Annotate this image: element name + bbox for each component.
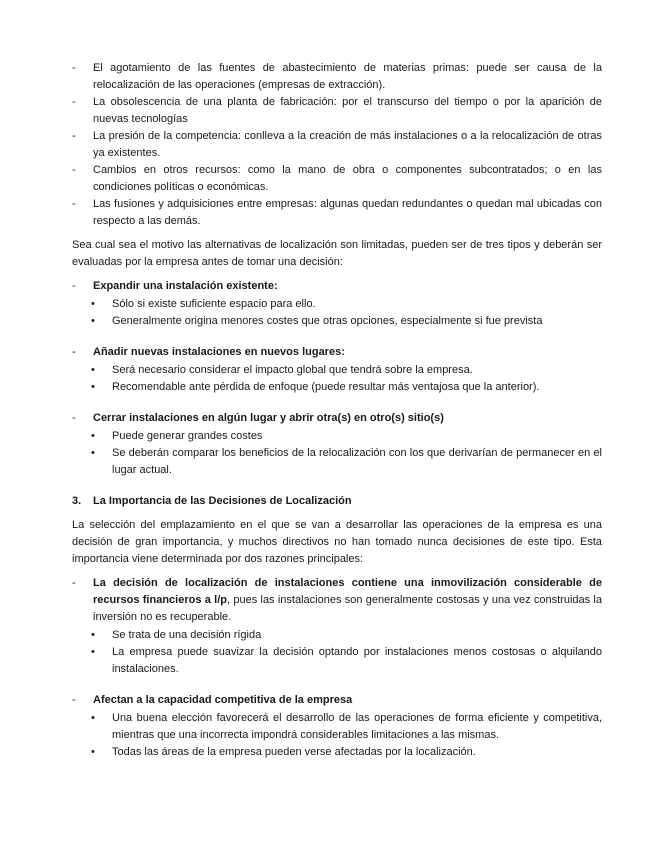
alternative-title: - Cerrar instalaciones en algún lugar y abrir otra(s) en otro(s) sitio(s) [72,410,602,427]
section-heading: 3. La Importancia de las Decisiones de Localización [72,495,352,507]
bullet-item: • Generalmente origina menores costes que otras opciones, especialmente si fue prevista [72,313,602,330]
bullet-item: • Una buena elección favorecerá el desarrollo de las operaciones de forma eficiente y competitiva, mientras que una incorrecta impondrá considerables limitaciones a las mismas. [72,710,602,744]
document-page [72,60,602,761]
importance-reason-1 [72,575,602,678]
section-paragraph: La selección del emplazamiento en el que se van a desarrollar las operaciones de la empresa es una decisión de gran importancia, y muchos directivos no han tomado nunca decisiones de este tipo. Esta importancia viene determinada por dos razones principales: [72,519,602,565]
alternative-title: - Expandir una instalación existente: [72,278,602,295]
list-item: - La decisión de localización de instalaciones contiene una inmovilización considerable de recursos financieros a l/p, pues las instalaciones son generalmente costosas y una vez construidas la inversión no es recuperable. [72,575,602,626]
bullet-item: • La empresa puede suavizar la decisión optando por instalaciones menos costosas o alquilando instalaciones. [72,644,602,678]
bullet-item: • Será necesario considerar el impacto global que tendrá sobre la empresa. [72,362,602,379]
importance-reason-2 [72,692,602,761]
bullet-item: • Todas las áreas de la empresa pueden verse afectadas por la localización. [72,744,602,761]
bullet-item: • Puede generar grandes costes [72,428,602,445]
alternative-expand [72,278,602,330]
bullet-item: • Se trata de una decisión rígida [72,627,602,644]
list-item: - Afectan a la capacidad competitiva de la empresa [72,692,602,709]
bullet-item: • Sólo si existe suficiente espacio para ello. [72,296,602,313]
list-item: - La presión de la competencia: conlleva a la creación de más instalaciones o a la relocalización de otras ya existentes. [72,128,602,162]
alternative-add [72,344,602,396]
list-item: - Las fusiones y adquisiciones entre empresas: algunas quedan redundantes o quedan mal ubicadas con respecto a las demás. [72,196,602,230]
list-item: - La obsolescencia de una planta de fabricación: por el transcurso del tiempo o por la aparición de nuevas tecnologías [72,94,602,128]
list-item: - Cambios en otros recursos: como la mano de obra o componentes subcontratados; o en las condiciones políticas o económicas. [72,162,602,196]
list-item: - El agotamiento de las fuentes de abastecimiento de materias primas: puede ser causa de la relocalización de las operaciones (empresas de extracción). [72,60,602,94]
bullet-item: • Se deberán comparar los beneficios de la relocalización con los que derivarían de permanecer en el lugar actual. [72,445,602,479]
intro-paragraph: Sea cual sea el motivo las alternativas de localización son limitadas, pueden ser de tres tipos y deberán ser evaluadas por la empresa antes de tomar una decisión: [72,239,602,268]
reasons-list [72,60,602,230]
alternative-close [72,410,602,479]
bullet-item: • Recomendable ante pérdida de enfoque (puede resultar más ventajosa que la anterior). [72,379,602,396]
alternative-title: - Añadir nuevas instalaciones en nuevos lugares: [72,344,602,361]
